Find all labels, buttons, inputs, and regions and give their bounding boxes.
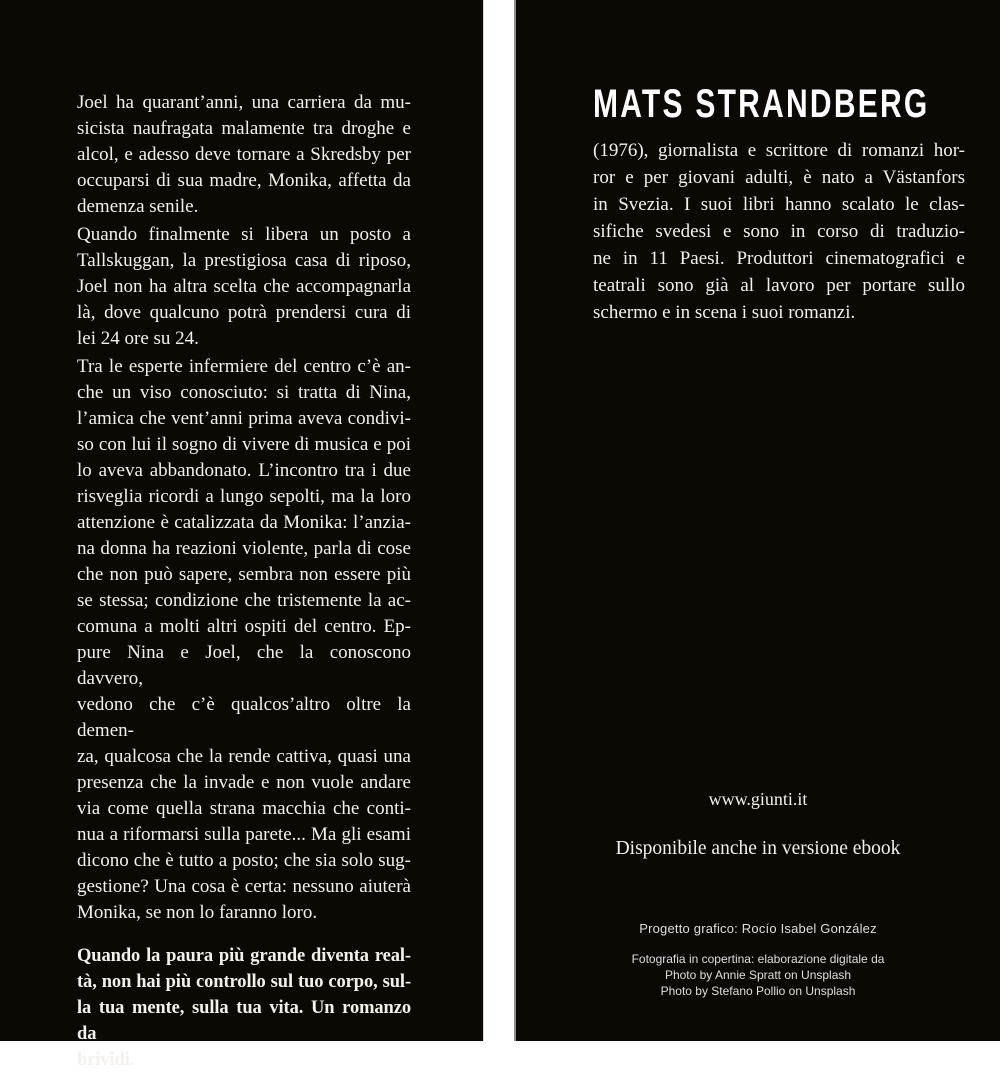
- text-line: nua a riformarsi sulla parete... Ma gli esami: [77, 824, 411, 845]
- text-line: attenzione è catalizzata da Monika: l’anzia-: [77, 512, 411, 533]
- text-line: che non può sapere, sembra non essere più: [77, 564, 411, 585]
- text-line: za, qualcosa che la rende cattiva, quasi una: [77, 746, 411, 767]
- author-bio: [593, 137, 965, 326]
- text-line: lei 24 ore su 24.: [77, 328, 199, 349]
- blurb-paragraph-2: [77, 222, 411, 352]
- book-blurb: [77, 90, 411, 1073]
- text-line: ror e per giovani adulti, è nato a Västanfors: [593, 167, 965, 188]
- text-line: brividi.: [77, 1050, 135, 1070]
- text-line: in Svezia. I suoi libri hanno scalato le clas-: [593, 194, 965, 215]
- text-line: che un viso conosciuto: si tratta di Nina,: [77, 382, 411, 403]
- text-line: gestione? Una cosa è certa: nessuno aiuterà: [77, 876, 411, 897]
- text-line: teatrali sono già al lavoro per portare sullo: [593, 275, 965, 296]
- text-line: so con lui il sogno di vivere di musica e poi: [77, 434, 411, 455]
- text-line: lo aveva abbandonato. L’incontro tra i due: [77, 460, 411, 481]
- text-line: Monika, se non lo faranno loro.: [77, 902, 318, 923]
- text-line: Photo by Stefano Pollio on Unsplash: [660, 984, 856, 998]
- text-line: risveglia ricordi a lungo sepolti, ma la loro: [77, 486, 411, 507]
- text-line: Joel ha quarant’anni, una carriera da mu-: [77, 92, 411, 113]
- right-flap-panel: [516, 0, 1000, 1041]
- text-line: la tua mente, sulla tua vita. Un romanzo da: [77, 998, 411, 1044]
- author-name: MATS STRANDBERG: [593, 82, 930, 126]
- text-line: là, dove qualcuno potrà prendersi cura di: [77, 302, 411, 323]
- left-flap-panel: [0, 0, 483, 1070]
- text-line: Quando la paura più grande diventa real-: [77, 946, 411, 966]
- photo-credits: [516, 951, 1000, 999]
- blurb-paragraph-3: [77, 354, 411, 926]
- text-line: Tallskuggan, la prestigiosa casa di riposo,: [77, 250, 411, 271]
- publisher-website: www.giunti.it: [708, 789, 808, 809]
- text-line: presenza che la invade e non vuole andare: [77, 772, 411, 793]
- text-line: l’amica che vent’anni prima aveva condivi-: [77, 408, 411, 429]
- text-line: ne in 11 Paesi. Produttori cinematografici e: [593, 248, 965, 269]
- text-line: pure Nina e Joel, che la conoscono davvero,: [77, 642, 411, 689]
- text-line: via come quella strana macchia che conti-: [77, 798, 411, 819]
- text-line: Quando finalmente si libera un posto a: [77, 224, 411, 245]
- text-line: se stessa; condizione che tristemente la ac-: [77, 590, 411, 611]
- blurb-paragraph-1: [77, 90, 411, 220]
- blurb-tagline: [77, 943, 411, 1073]
- text-line: Tra le esperte infermiere del centro c’è an-: [77, 356, 411, 377]
- text-line: vedono che c’è qualcos’altro oltre la demen-: [77, 694, 411, 741]
- text-line: na donna ha reazioni violente, parla di cose: [77, 538, 411, 559]
- ebook-availability-note: Disponibile anche in versione ebook: [615, 838, 901, 859]
- text-line: Fotografia in copertina: elaborazione digitale da: [631, 952, 885, 966]
- text-line: sicista naufragata malamente tra droghe e: [77, 118, 411, 139]
- spine-gutter: [483, 0, 516, 1041]
- text-line: dicono che è tutto a posto; che sia solo sug-: [77, 850, 411, 871]
- text-line: alcol, e adesso deve tornare a Skredsby per: [77, 144, 411, 165]
- text-line: tà, non hai più controllo sul tuo corpo, sul-: [77, 972, 411, 992]
- text-line: (1976), giornalista e scrittore di romanzi hor-: [593, 140, 965, 161]
- design-credit: Progetto grafico: Rocío Isabel González: [639, 921, 877, 936]
- text-line: schermo e in scena i suoi romanzi.: [593, 302, 856, 323]
- text-line: occuparsi di sua madre, Monika, affetta da: [77, 170, 411, 191]
- text-line: sifiche svedesi e sono in corso di traduzio-: [593, 221, 965, 242]
- text-line: Photo by Annie Spratt on Unsplash: [664, 968, 852, 982]
- text-line: Joel non ha altra scelta che accompagnarla: [77, 276, 411, 297]
- text-line: comuna a molti altri ospiti del centro. Ep-: [77, 616, 411, 637]
- text-line: demenza senile.: [77, 196, 199, 217]
